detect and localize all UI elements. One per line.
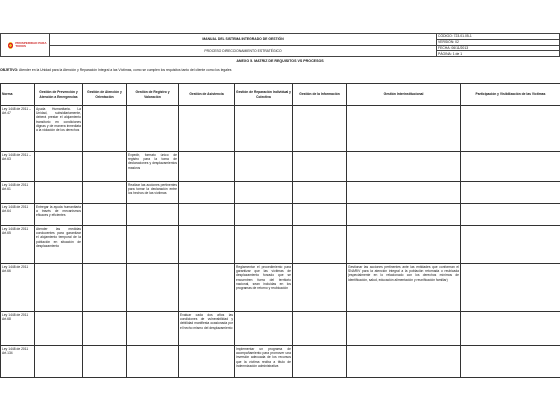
norm-cell: Ley 1448 de 2011 Art.66 — [1, 264, 35, 312]
matrix-row — [1, 204, 560, 226]
document-header — [0, 33, 560, 57]
requirement-cell — [293, 346, 347, 378]
requirement-cell — [179, 226, 235, 264]
norm-cell: Ley 1448 de 2011 Art.61 — [1, 182, 35, 204]
requirement-cell — [293, 264, 347, 312]
requirement-cell — [179, 346, 235, 378]
column-header: Gestión de Reparación Individual y Colectiva — [235, 84, 293, 106]
requirement-cell — [347, 182, 461, 204]
requirement-cell — [179, 152, 235, 182]
requirement-cell — [347, 152, 461, 182]
requirement-cell: Gestionar las acciones pertinentes ante las entidades que conforman el SNARIV para la atención integral a la población retornada o reubicada (especialmente en lo relacionado con los derechos mínimos de identificación, salud, educación alimentación y reunificación familiar) — [347, 264, 461, 312]
requirement-cell — [235, 152, 293, 182]
matrix-row — [1, 152, 560, 182]
norm-cell: Ley 1448 de 2011 Art.65 — [1, 226, 35, 264]
requirement-cell — [347, 312, 461, 346]
norm-cell: Ley 1448 de 2011 – Art.63 — [1, 152, 35, 182]
requirement-cell — [83, 312, 127, 346]
column-header: Gestión de la Información — [293, 84, 347, 106]
requirement-cell — [347, 204, 461, 226]
column-header: Gestión de Asistencia — [179, 84, 235, 106]
requirement-cell — [35, 182, 83, 204]
requirement-cell — [127, 346, 179, 378]
annex-title: ANEXO 5. MATRIZ DE REQUISITOS VS PROCESOS — [236, 59, 324, 63]
requirement-cell — [461, 264, 560, 312]
requirements-matrix — [0, 83, 560, 378]
requirement-cell: Evaluar cada dos años las condiciones de vulnerabilidad y debilidad manifiesta ocasionada por el hecho mismo del desplazamiento — [179, 312, 235, 346]
meta-date: FECHA: 06/11/2013 — [437, 45, 560, 51]
requirement-cell — [179, 106, 235, 152]
meta-code: CÓDIGO: 723.01.05-1 — [437, 34, 560, 40]
matrix-row — [1, 346, 560, 378]
requirement-cell — [293, 106, 347, 152]
requirement-cell — [83, 204, 127, 226]
matrix-row — [1, 106, 560, 152]
objective-text: Atender en la Unidad para la Atención y Reparación Integral a las Víctimas, como se cumplen los requisitos tanto del cliente como los legales — [18, 68, 232, 72]
requirement-cell — [293, 182, 347, 204]
requirement-cell — [347, 226, 461, 264]
requirement-cell — [127, 312, 179, 346]
requirement-cell: Implementar un programa de acompañamiento para promover una inversión adecuada de los recursos que la víctima reciba a título de indemnización administrativa — [235, 346, 293, 378]
requirement-cell — [83, 182, 127, 204]
column-header: Gestión de Prevención y Atención a Emergencias — [35, 84, 83, 106]
matrix-header-row — [1, 84, 560, 106]
requirement-cell — [461, 226, 560, 264]
requirement-cell — [293, 312, 347, 346]
requirement-cell — [461, 346, 560, 378]
column-header: Gestión de Atención y Orientación — [83, 84, 127, 106]
logo-text: PROSPERIDAD PARA TODOS — [15, 40, 47, 48]
requirement-cell — [35, 312, 83, 346]
requirement-cell — [83, 152, 127, 182]
matrix-row — [1, 182, 560, 204]
requirement-cell: Ayuda Humanitaria. La Unidad, subsidiariamente, deberá prestar el alojamiento transitorio en condiciones dignas y de manera inmediata a la violación de los derechos — [35, 106, 83, 152]
requirement-cell — [235, 106, 293, 152]
requirement-cell: Atender las medidas conducentes para garantizar el alojamiento temporal de la población en situación de desplazamiento — [35, 226, 83, 264]
requirement-cell: Expedir, formato único de registro para la toma de declaraciones y desplazamientos masivos — [127, 152, 179, 182]
requirement-cell — [235, 204, 293, 226]
requirement-cell — [179, 182, 235, 204]
seal-icon — [8, 42, 13, 49]
requirement-cell: Entregar la ayuda humanitaria a través de mecanismos eficaces y eficientes — [35, 204, 83, 226]
requirement-cell — [293, 226, 347, 264]
requirement-cell — [83, 106, 127, 152]
requirement-cell — [461, 152, 560, 182]
manual-title: MANUAL DEL SISTEMA INTEGRADO DE GESTIÓN — [50, 34, 437, 46]
requirement-cell — [35, 346, 83, 378]
requirement-cell — [347, 346, 461, 378]
requirement-cell — [83, 226, 127, 264]
norm-cell: Ley 1448 de 2011 Art.64 — [1, 204, 35, 226]
requirement-cell — [127, 106, 179, 152]
requirement-cell: Reglamentar el procedimiento para garantizar que las víctimas de desplazamiento forzado que se encuentren fuera del territorio nacional, sean incluidas en los programas de retorno y reubicación — [235, 264, 293, 312]
institution-logo — [2, 42, 48, 49]
requirement-cell — [235, 182, 293, 204]
column-header: Gestión Interinstitucional — [347, 84, 461, 106]
requirement-cell — [235, 226, 293, 264]
meta-version: VERSIÓN: 02 — [437, 39, 560, 45]
column-header: Participación y Visibilización de las Víctimas — [461, 84, 560, 106]
requirement-cell — [293, 204, 347, 226]
matrix-row — [1, 226, 560, 264]
requirement-cell: Realizar las acciones pertinentes para tomar la declaración entre los hechos de las víctimas — [127, 182, 179, 204]
requirement-cell — [127, 204, 179, 226]
column-header: Gestión de Registro y Valoración — [127, 84, 179, 106]
norm-cell: Ley 1448 de 2011 – Art.47 — [1, 106, 35, 152]
requirement-cell — [83, 346, 127, 378]
requirement-cell — [347, 106, 461, 152]
requirement-cell — [293, 152, 347, 182]
requirement-cell — [235, 312, 293, 346]
requirement-cell — [461, 182, 560, 204]
process-subtitle: PROCESO DIRECCIONAMIENTO ESTRATÉGICO — [50, 45, 437, 57]
column-header: Norma — [1, 84, 35, 106]
requirement-cell — [461, 312, 560, 346]
requirement-cell — [179, 264, 235, 312]
requirement-cell — [179, 204, 235, 226]
requirement-cell — [35, 152, 83, 182]
matrix-row — [1, 312, 560, 346]
requirement-cell — [127, 226, 179, 264]
norm-cell: Ley 1448 de 2011 Art.68 — [1, 312, 35, 346]
objective-label: OBJETIVO: — [0, 68, 19, 72]
matrix-row — [1, 264, 560, 312]
requirement-cell — [461, 106, 560, 152]
requirement-cell — [35, 264, 83, 312]
requirement-cell — [83, 264, 127, 312]
meta-page: PÁGINA: 1 de 1 — [437, 51, 560, 57]
requirement-cell — [461, 204, 560, 226]
objective-line — [0, 68, 560, 72]
norm-cell: Ley 1448 de 2011 Art.134 — [1, 346, 35, 378]
requirement-cell — [127, 264, 179, 312]
logo-cell — [1, 34, 50, 57]
